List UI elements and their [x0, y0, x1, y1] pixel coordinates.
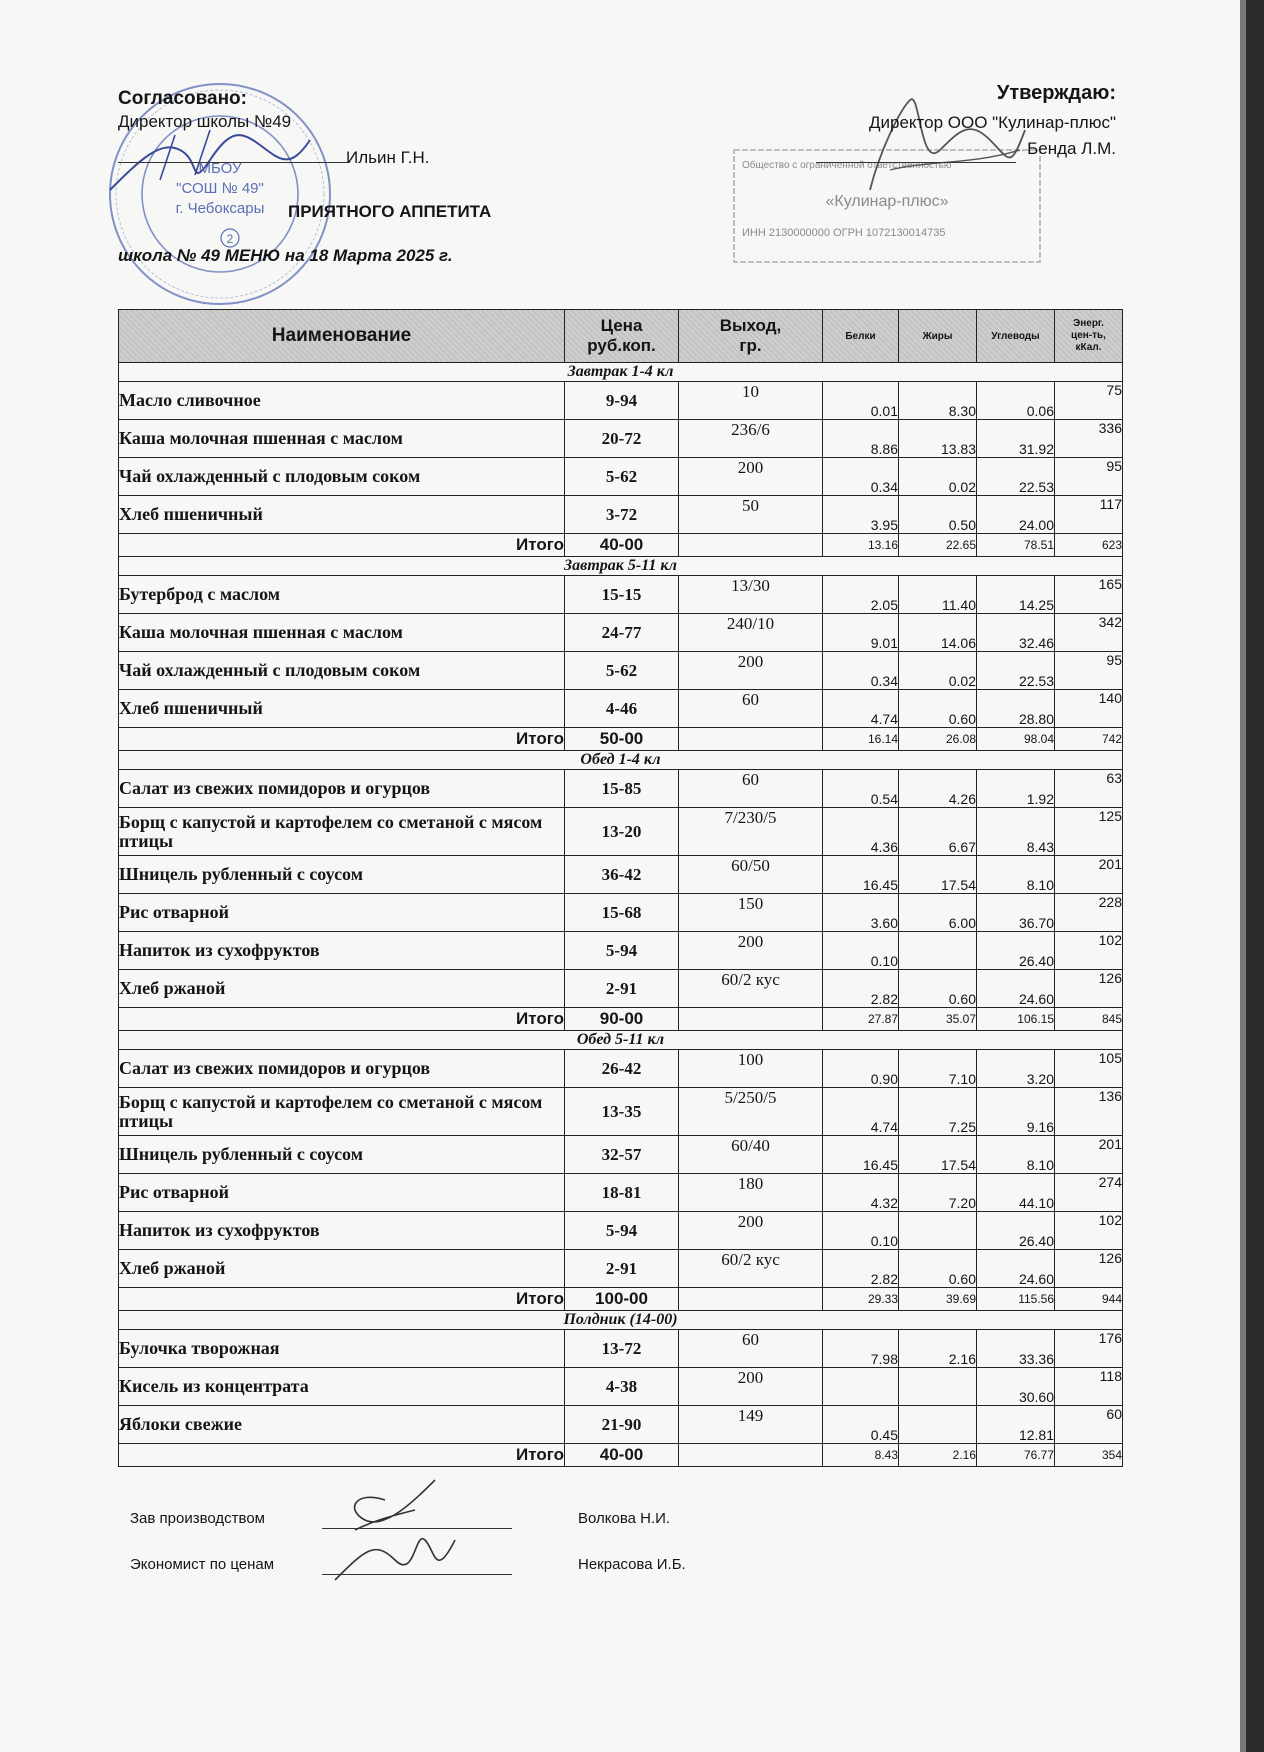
company-stamp-line-3: ИНН 2130000000 ОГРН 1072130014735 — [742, 227, 946, 239]
dish-price: 13-20 — [565, 808, 679, 856]
header-name: Наименование — [119, 310, 565, 363]
dish-energy: 126 — [1055, 1250, 1123, 1288]
dish-protein: 16.45 — [823, 856, 899, 894]
table-row — [119, 1212, 1123, 1250]
footer-production-name: Волкова Н.И. — [578, 1510, 671, 1527]
dish-carbs: 1.92 — [977, 770, 1055, 808]
dish-protein: 16.45 — [823, 1136, 899, 1174]
total-carbs: 115.56 — [977, 1288, 1055, 1311]
total-price: 40-00 — [565, 1444, 679, 1467]
menu-table — [118, 309, 1123, 1467]
table-row — [119, 1368, 1123, 1406]
dish-fat — [899, 1368, 977, 1406]
dish-energy: 60 — [1055, 1406, 1123, 1444]
dish-carbs: 8.43 — [977, 808, 1055, 856]
total-price: 100-00 — [565, 1288, 679, 1311]
dish-name: Шницель рубленный с соусом — [119, 856, 565, 894]
dish-price: 36-42 — [565, 856, 679, 894]
dish-output: 149 — [679, 1406, 823, 1444]
stamp-line-1: МБОУ — [198, 160, 242, 177]
total-fat: 22.65 — [899, 534, 977, 557]
total-price: 40-00 — [565, 534, 679, 557]
total-energy: 944 — [1055, 1288, 1123, 1311]
dish-price: 9-94 — [565, 382, 679, 420]
dish-output: 60/50 — [679, 856, 823, 894]
dish-fat: 17.54 — [899, 1136, 977, 1174]
total-fat: 39.69 — [899, 1288, 977, 1311]
total-protein: 8.43 — [823, 1444, 899, 1467]
dish-carbs: 14.25 — [977, 576, 1055, 614]
total-price: 50-00 — [565, 728, 679, 751]
table-row — [119, 932, 1123, 970]
agreed-role: Директор школы №49 — [118, 112, 292, 131]
dish-fat: 14.06 — [899, 614, 977, 652]
approve-title: Утверждаю: — [996, 82, 1116, 104]
dish-output: 200 — [679, 1212, 823, 1250]
dish-protein: 2.82 — [823, 970, 899, 1008]
section-title: Обед 5-11 кл — [119, 1031, 1123, 1050]
dish-name: Хлеб ржаной — [119, 970, 565, 1008]
dish-carbs: 26.40 — [977, 1212, 1055, 1250]
table-row — [119, 420, 1123, 458]
dish-protein: 0.54 — [823, 770, 899, 808]
dish-price: 15-85 — [565, 770, 679, 808]
dish-fat: 0.02 — [899, 458, 977, 496]
dish-name: Каша молочная пшенная с маслом — [119, 614, 565, 652]
header-price-line-1: Цена — [600, 316, 643, 335]
dish-protein: 0.45 — [823, 1406, 899, 1444]
stamp-number: 2 — [226, 232, 234, 246]
dish-name: Яблоки свежие — [119, 1406, 565, 1444]
dish-fat: 13.83 — [899, 420, 977, 458]
footer-production-line — [322, 1528, 512, 1529]
dish-output: 240/10 — [679, 614, 823, 652]
table-row — [119, 1174, 1123, 1212]
dish-carbs: 24.60 — [977, 1250, 1055, 1288]
total-energy: 845 — [1055, 1008, 1123, 1031]
dish-name: Салат из свежих помидоров и огурцов — [119, 1050, 565, 1088]
dish-price: 4-38 — [565, 1368, 679, 1406]
dish-output: 200 — [679, 932, 823, 970]
dish-energy: 105 — [1055, 1050, 1123, 1088]
total-label: Итого — [119, 534, 565, 557]
dish-output: 180 — [679, 1174, 823, 1212]
dish-energy: 63 — [1055, 770, 1123, 808]
dish-price: 15-68 — [565, 894, 679, 932]
table-row — [119, 614, 1123, 652]
table-row — [119, 576, 1123, 614]
section-title: Обед 1-4 кл — [119, 751, 1123, 770]
dish-name: Каша молочная пшенная с маслом — [119, 420, 565, 458]
dish-protein: 2.05 — [823, 576, 899, 614]
dish-output: 200 — [679, 1368, 823, 1406]
total-label: Итого — [119, 1444, 565, 1467]
dish-protein: 0.90 — [823, 1050, 899, 1088]
table-header-row — [119, 310, 1123, 363]
dish-carbs: 26.40 — [977, 932, 1055, 970]
approve-role: Директор ООО "Кулинар-плюс" — [868, 113, 1116, 132]
dish-output: 13/30 — [679, 576, 823, 614]
total-row — [119, 1008, 1123, 1031]
dish-price: 5-94 — [565, 932, 679, 970]
table-row — [119, 1088, 1123, 1136]
dish-energy: 102 — [1055, 932, 1123, 970]
dish-output: 150 — [679, 894, 823, 932]
dish-energy: 342 — [1055, 614, 1123, 652]
dish-carbs: 33.36 — [977, 1330, 1055, 1368]
dish-output: 60/2 кус — [679, 970, 823, 1008]
table-row — [119, 1406, 1123, 1444]
dish-energy: 95 — [1055, 652, 1123, 690]
dish-name: Салат из свежих помидоров и огурцов — [119, 770, 565, 808]
dish-price: 2-91 — [565, 1250, 679, 1288]
dish-price: 5-62 — [565, 652, 679, 690]
header-fat: Жиры — [899, 310, 977, 363]
stamp-line-2: "СОШ № 49" — [176, 180, 264, 197]
header-output-line-2: гр. — [739, 336, 762, 355]
dish-protein — [823, 1368, 899, 1406]
dish-energy: 95 — [1055, 458, 1123, 496]
section-row — [119, 1311, 1123, 1330]
total-fat: 35.07 — [899, 1008, 977, 1031]
dish-name: Борщ с капустой и картофелем со сметаной с мясом птицы — [119, 808, 565, 856]
dish-protein: 0.01 — [823, 382, 899, 420]
dish-protein: 4.74 — [823, 1088, 899, 1136]
table-row — [119, 1250, 1123, 1288]
greeting: ПРИЯТНОГО АППЕТИТА — [288, 202, 492, 221]
dish-energy: 75 — [1055, 382, 1123, 420]
table-row — [119, 970, 1123, 1008]
table-row — [119, 496, 1123, 534]
section-title: Полдник (14-00) — [119, 1311, 1123, 1330]
dish-name: Масло сливочное — [119, 382, 565, 420]
dish-protein: 2.82 — [823, 1250, 899, 1288]
dish-price: 13-35 — [565, 1088, 679, 1136]
dish-name: Борщ с капустой и картофелем со сметаной с мясом птицы — [119, 1088, 565, 1136]
dish-output: 5/250/5 — [679, 1088, 823, 1136]
dish-carbs: 30.60 — [977, 1368, 1055, 1406]
table-row — [119, 1136, 1123, 1174]
dish-protein: 8.86 — [823, 420, 899, 458]
dish-carbs: 24.60 — [977, 970, 1055, 1008]
dish-fat: 11.40 — [899, 576, 977, 614]
total-row — [119, 1444, 1123, 1467]
dish-carbs: 0.06 — [977, 382, 1055, 420]
dish-price: 13-72 — [565, 1330, 679, 1368]
table-row — [119, 856, 1123, 894]
total-fat: 2.16 — [899, 1444, 977, 1467]
dish-output: 60 — [679, 770, 823, 808]
dish-price: 26-42 — [565, 1050, 679, 1088]
footer-economist-label: Экономист по ценам — [130, 1556, 275, 1573]
dish-energy: 140 — [1055, 690, 1123, 728]
dish-fat — [899, 932, 977, 970]
dish-output: 60/40 — [679, 1136, 823, 1174]
total-energy: 623 — [1055, 534, 1123, 557]
dish-price: 2-91 — [565, 970, 679, 1008]
dish-output: 10 — [679, 382, 823, 420]
company-stamp-line-2: «Кулинар-плюс» — [825, 193, 949, 210]
dish-name: Шницель рубленный с соусом — [119, 1136, 565, 1174]
dish-name: Чай охлажденный с плодовым соком — [119, 458, 565, 496]
dish-price: 15-15 — [565, 576, 679, 614]
dish-fat: 6.00 — [899, 894, 977, 932]
dish-fat: 2.16 — [899, 1330, 977, 1368]
total-row — [119, 1288, 1123, 1311]
dish-name: Напиток из сухофруктов — [119, 1212, 565, 1250]
table-row — [119, 770, 1123, 808]
dish-energy: 136 — [1055, 1088, 1123, 1136]
dish-name: Булочка творожная — [119, 1330, 565, 1368]
dish-output: 100 — [679, 1050, 823, 1088]
total-price: 90-00 — [565, 1008, 679, 1031]
total-output-empty — [679, 1288, 823, 1311]
dish-carbs: 8.10 — [977, 856, 1055, 894]
total-carbs: 98.04 — [977, 728, 1055, 751]
dish-fat: 0.60 — [899, 970, 977, 1008]
header-output-line-1: Выход, — [719, 316, 782, 335]
total-label: Итого — [119, 1288, 565, 1311]
dish-energy: 117 — [1055, 496, 1123, 534]
dish-energy: 201 — [1055, 856, 1123, 894]
total-protein: 29.33 — [823, 1288, 899, 1311]
dish-fat: 6.67 — [899, 808, 977, 856]
dish-fat: 7.25 — [899, 1088, 977, 1136]
dish-fat: 0.50 — [899, 496, 977, 534]
dish-energy: 102 — [1055, 1212, 1123, 1250]
dish-protein: 7.98 — [823, 1330, 899, 1368]
dish-name: Рис отварной — [119, 894, 565, 932]
dish-carbs: 24.00 — [977, 496, 1055, 534]
dish-carbs: 31.92 — [977, 420, 1055, 458]
dish-energy: 228 — [1055, 894, 1123, 932]
footer-economist-line — [322, 1574, 512, 1575]
dish-protein: 4.74 — [823, 690, 899, 728]
scan-edge — [1240, 0, 1264, 1752]
dish-name: Рис отварной — [119, 1174, 565, 1212]
dish-fat: 7.20 — [899, 1174, 977, 1212]
dish-price: 4-46 — [565, 690, 679, 728]
total-output-empty — [679, 1008, 823, 1031]
total-output-empty — [679, 728, 823, 751]
table-row — [119, 690, 1123, 728]
agreed-name: Ильин Г.Н. — [346, 148, 430, 167]
total-label: Итого — [119, 1008, 565, 1031]
header-price — [565, 310, 679, 363]
dish-price: 18-81 — [565, 1174, 679, 1212]
dish-protein: 0.10 — [823, 932, 899, 970]
dish-carbs: 22.53 — [977, 652, 1055, 690]
dish-energy: 201 — [1055, 1136, 1123, 1174]
dish-carbs: 32.46 — [977, 614, 1055, 652]
section-title: Завтрак 5-11 кл — [119, 557, 1123, 576]
signature-footer — [315, 1470, 495, 1590]
dish-output: 200 — [679, 652, 823, 690]
dish-protein: 3.60 — [823, 894, 899, 932]
dish-carbs: 36.70 — [977, 894, 1055, 932]
company-stamp-line-1: Общество с ограниченной ответственностью — [742, 160, 952, 171]
dish-fat: 4.26 — [899, 770, 977, 808]
dish-name: Хлеб пшеничный — [119, 690, 565, 728]
dish-energy: 274 — [1055, 1174, 1123, 1212]
table-row — [119, 1330, 1123, 1368]
dish-name: Бутерброд с маслом — [119, 576, 565, 614]
section-row — [119, 751, 1123, 770]
dish-protein: 0.34 — [823, 458, 899, 496]
dish-price: 20-72 — [565, 420, 679, 458]
total-energy: 742 — [1055, 728, 1123, 751]
dish-carbs: 9.16 — [977, 1088, 1055, 1136]
header-energy-line-3: кКал. — [1075, 342, 1102, 353]
dish-fat: 0.60 — [899, 1250, 977, 1288]
total-row — [119, 728, 1123, 751]
dish-price: 5-94 — [565, 1212, 679, 1250]
total-protein: 13.16 — [823, 534, 899, 557]
dish-protein: 4.32 — [823, 1174, 899, 1212]
table-row — [119, 458, 1123, 496]
dish-output: 60/2 кус — [679, 1250, 823, 1288]
dish-output: 60 — [679, 690, 823, 728]
stamp-line-3: г. Чебоксары — [175, 200, 265, 217]
header-energy-line-2: цен-ть, — [1071, 330, 1106, 341]
footer-production-label: Зав производством — [130, 1510, 265, 1527]
table-row — [119, 652, 1123, 690]
dish-energy: 126 — [1055, 970, 1123, 1008]
dish-energy: 125 — [1055, 808, 1123, 856]
dish-price: 5-62 — [565, 458, 679, 496]
dish-carbs: 22.53 — [977, 458, 1055, 496]
header-output — [679, 310, 823, 363]
dish-energy: 176 — [1055, 1330, 1123, 1368]
dish-output: 200 — [679, 458, 823, 496]
total-output-empty — [679, 1444, 823, 1467]
dish-name: Хлеб пшеничный — [119, 496, 565, 534]
dish-fat: 0.60 — [899, 690, 977, 728]
dish-carbs: 44.10 — [977, 1174, 1055, 1212]
header-price-line-2: руб.коп. — [587, 336, 656, 355]
total-energy: 354 — [1055, 1444, 1123, 1467]
dish-fat: 0.02 — [899, 652, 977, 690]
approve-name: Бенда Л.М. — [1027, 139, 1116, 158]
section-row — [119, 557, 1123, 576]
dish-protein: 9.01 — [823, 614, 899, 652]
total-row — [119, 534, 1123, 557]
dish-name: Хлеб ржаной — [119, 1250, 565, 1288]
dish-protein: 3.95 — [823, 496, 899, 534]
dish-energy: 165 — [1055, 576, 1123, 614]
dish-fat — [899, 1212, 977, 1250]
section-row — [119, 363, 1123, 382]
dish-fat: 17.54 — [899, 856, 977, 894]
header-carbs: Углеводы — [977, 310, 1055, 363]
dish-fat: 8.30 — [899, 382, 977, 420]
signature-director-school — [100, 120, 320, 210]
dish-name: Чай охлажденный с плодовым соком — [119, 652, 565, 690]
agreed-signature-line — [118, 144, 348, 163]
total-protein: 16.14 — [823, 728, 899, 751]
footer-economist-name: Некрасова И.Б. — [578, 1556, 686, 1573]
header-energy-line-1: Энерг. — [1073, 318, 1104, 329]
approve-signature-line — [816, 162, 1016, 163]
table-row — [119, 808, 1123, 856]
dish-name: Напиток из сухофруктов — [119, 932, 565, 970]
dish-carbs: 12.81 — [977, 1406, 1055, 1444]
total-carbs: 106.15 — [977, 1008, 1055, 1031]
menu-date-line: школа № 49 МЕНЮ на 18 Марта 2025 г. — [118, 246, 453, 265]
dish-output: 60 — [679, 1330, 823, 1368]
agreed-title: Согласовано: — [118, 88, 247, 109]
dish-name: Кисель из концентрата — [119, 1368, 565, 1406]
total-label: Итого — [119, 728, 565, 751]
section-title: Завтрак 1-4 кл — [119, 363, 1123, 382]
dish-carbs: 8.10 — [977, 1136, 1055, 1174]
section-row — [119, 1031, 1123, 1050]
dish-energy: 118 — [1055, 1368, 1123, 1406]
total-protein: 27.87 — [823, 1008, 899, 1031]
dish-price: 24-77 — [565, 614, 679, 652]
table-body — [119, 363, 1123, 1467]
dish-protein: 4.36 — [823, 808, 899, 856]
dish-protein: 0.34 — [823, 652, 899, 690]
dish-price: 3-72 — [565, 496, 679, 534]
total-carbs: 78.51 — [977, 534, 1055, 557]
total-carbs: 76.77 — [977, 1444, 1055, 1467]
header-energy — [1055, 310, 1123, 363]
total-fat: 26.08 — [899, 728, 977, 751]
approval-block — [716, 82, 1116, 159]
dish-carbs: 28.80 — [977, 690, 1055, 728]
table-row — [119, 382, 1123, 420]
table-row — [119, 1050, 1123, 1088]
dish-output: 7/230/5 — [679, 808, 823, 856]
dish-price: 32-57 — [565, 1136, 679, 1174]
dish-price: 21-90 — [565, 1406, 679, 1444]
dish-energy: 336 — [1055, 420, 1123, 458]
dish-protein: 0.10 — [823, 1212, 899, 1250]
dish-fat: 7.10 — [899, 1050, 977, 1088]
header-protein: Белки — [823, 310, 899, 363]
table-row — [119, 894, 1123, 932]
dish-output: 236/6 — [679, 420, 823, 458]
dish-fat — [899, 1406, 977, 1444]
dish-output: 50 — [679, 496, 823, 534]
dish-carbs: 3.20 — [977, 1050, 1055, 1088]
total-output-empty — [679, 534, 823, 557]
